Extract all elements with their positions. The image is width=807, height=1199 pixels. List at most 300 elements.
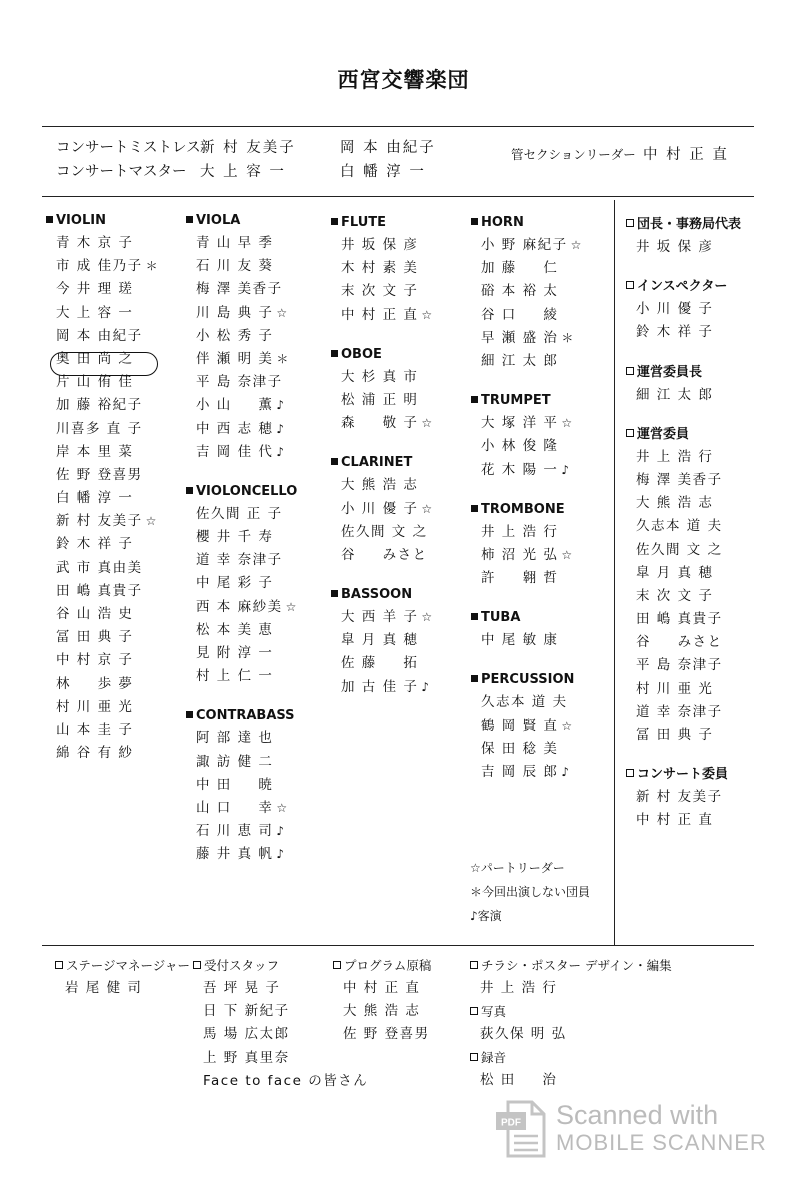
- member-name: 佐久間 正 子: [196, 505, 283, 522]
- section-title: VIOLONCELLO: [196, 483, 298, 499]
- member-row: [46, 649, 186, 672]
- section: [626, 362, 776, 407]
- member-mark: ♪: [276, 824, 285, 839]
- member-name: 中 村 正 直: [636, 812, 714, 829]
- checkbox-icon: [626, 281, 634, 289]
- member-row: [626, 446, 776, 469]
- member-row: [186, 549, 326, 572]
- section: [471, 607, 611, 652]
- member-name: 新 村 友美子: [636, 789, 723, 806]
- staff-title: 録音: [481, 1050, 507, 1065]
- member-row: [331, 280, 471, 303]
- member-name: 花 木 陽 一: [481, 461, 559, 478]
- section-heading: [471, 212, 611, 234]
- handwritten-circle: [50, 352, 158, 376]
- member-name: 村 川 亜 光: [636, 680, 714, 697]
- staff-member: 荻久保 明 弘: [480, 1026, 567, 1042]
- member-name: 皐 月 真 穂: [636, 564, 714, 581]
- member-row: [186, 348, 326, 371]
- member-name: 佐久間 文 之: [636, 541, 723, 558]
- member-row: [471, 629, 611, 652]
- member-name: 今 井 理 瑳: [56, 281, 134, 298]
- staff-title: プログラム原稿: [344, 958, 432, 973]
- section-heading: [626, 764, 776, 786]
- staff-title: 受付スタッフ: [204, 958, 280, 973]
- member-name: 佐久間 文 之: [341, 523, 428, 540]
- section-title: CONTRABASS: [196, 708, 295, 724]
- member-name: 大 塚 洋 平: [481, 415, 559, 432]
- member-row: [46, 487, 186, 510]
- member-row: [471, 327, 611, 350]
- member-name: 佐 野 登喜男: [56, 466, 143, 483]
- member-name: 谷 みさと: [341, 546, 428, 563]
- member-name: 吉 岡 佳 代: [196, 443, 274, 460]
- staff-member: 中 村 正 直: [343, 980, 421, 996]
- member-mark: ☆: [421, 416, 433, 431]
- member-name: 見 附 淳 一: [196, 645, 274, 661]
- member-name: 白 幡 淳 一: [56, 490, 134, 507]
- member-row: [46, 742, 186, 765]
- member-name: 市 成 佳乃子: [56, 258, 143, 275]
- column-divider: [614, 200, 615, 945]
- master-name-2: 白 幡 淳 一: [340, 164, 426, 180]
- member-name: 久志本 道 夫: [481, 694, 568, 711]
- column-strings-1: [46, 210, 186, 782]
- member-name: 田 嶋 真貴子: [636, 611, 723, 628]
- member-row: [186, 255, 326, 278]
- member-name: 村 川 亜 光: [56, 698, 134, 715]
- member-name: 許 翱 哲: [481, 570, 559, 587]
- member-name: 大 西 羊 子: [341, 609, 419, 626]
- member-row: [186, 751, 326, 774]
- member-row: [471, 459, 611, 482]
- member-row: [471, 761, 611, 784]
- member-row: [186, 642, 326, 665]
- member-row: [331, 629, 471, 652]
- member-mark: ♪: [561, 462, 570, 477]
- section-heading: [331, 452, 471, 474]
- member-row: [471, 234, 611, 257]
- member-row: [186, 619, 326, 642]
- section-heading: [186, 705, 326, 727]
- member-name: 末 次 文 子: [341, 283, 419, 300]
- member-row: [186, 418, 326, 441]
- section-title: TUBA: [481, 610, 521, 626]
- member-row: [331, 304, 471, 327]
- staff-member: 大 熊 浩 志: [343, 1003, 421, 1020]
- member-name: 平 島 奈津子: [636, 657, 723, 674]
- member-row: [186, 325, 326, 348]
- column-strings-2: [186, 210, 326, 884]
- member-row: [471, 691, 611, 714]
- member-row: [331, 521, 471, 544]
- member-row: [626, 654, 776, 677]
- section: [331, 584, 471, 699]
- member-name: 松 本 美 恵: [196, 621, 274, 638]
- section-title: 運営委員長: [637, 364, 703, 380]
- member-name: 細 江 太 郎: [481, 352, 559, 369]
- staff-member: Face to face の皆さん: [203, 1072, 369, 1089]
- section-title: BASSOON: [341, 587, 413, 603]
- member-mark: ☆: [276, 800, 288, 815]
- member-row: [471, 304, 611, 327]
- member-name: 新 村 友美子: [56, 513, 143, 530]
- member-name: 中 西 志 穂: [196, 420, 274, 437]
- mistress-label: コンサートミストレス: [56, 140, 201, 156]
- bottom-rule: [42, 945, 754, 946]
- member-name: 中 村 京 子: [56, 652, 134, 669]
- section-heading: [471, 499, 611, 521]
- member-row: [471, 435, 611, 458]
- page-title: 西宮交響楽団: [337, 68, 470, 92]
- legend-part-leader: ☆パートリーダー: [470, 861, 565, 875]
- section-title: インスペクター: [637, 279, 728, 295]
- section-heading: [471, 607, 611, 629]
- member-mark: ☆: [421, 501, 433, 516]
- member-name: 岡 本 由紀子: [56, 327, 143, 344]
- staff-program: [333, 955, 431, 1047]
- staff-title: 写真: [481, 1004, 507, 1019]
- member-name: 綿 谷 有 紗: [56, 745, 134, 762]
- member-name: 青 木 京 子: [56, 235, 134, 251]
- member-row: [46, 603, 186, 626]
- member-name: 小 川 優 子: [341, 500, 419, 517]
- member-row: [186, 441, 326, 464]
- member-name: 井 坂 保 彦: [636, 239, 714, 255]
- member-name: 小 野 麻紀子: [481, 237, 568, 253]
- member-name: 村 上 仁 一: [196, 668, 274, 685]
- staff-heading: [470, 1001, 567, 1023]
- member-row: [186, 572, 326, 595]
- member-row: [626, 809, 776, 832]
- member-row: [626, 298, 776, 321]
- member-row: [46, 533, 186, 556]
- column-committee: [626, 214, 776, 850]
- member-mark: ☆: [561, 718, 573, 733]
- member-name: 森 敬 子: [341, 415, 419, 432]
- staff-member: 日 下 新紀子: [203, 1003, 290, 1020]
- staff-recording: [470, 1047, 557, 1092]
- bullet-square-icon: [471, 505, 478, 512]
- staff-member: 吾 坪 晃 子: [203, 980, 281, 996]
- member-name: 道 幸 奈津子: [636, 703, 723, 720]
- member-row: [331, 234, 471, 257]
- member-name: 山 口 幸: [196, 799, 274, 816]
- section-title: VIOLIN: [56, 213, 106, 228]
- member-row: [46, 719, 186, 742]
- section-title: VIOLA: [196, 213, 241, 228]
- staff-title: ステージマネージャー: [66, 958, 191, 973]
- member-row: [46, 418, 186, 441]
- member-name: 柿 沼 光 弘: [481, 546, 559, 563]
- checkbox-icon: [626, 429, 634, 437]
- member-row: [471, 715, 611, 738]
- member-row: [626, 515, 776, 538]
- member-mark: ♪: [276, 398, 285, 413]
- staff-heading: [333, 955, 431, 977]
- section: [626, 214, 776, 259]
- member-name: 鶴 岡 賢 直: [481, 717, 559, 734]
- checkbox-icon: [333, 961, 341, 969]
- checkbox-icon: [470, 1053, 478, 1061]
- member-row: [626, 539, 776, 562]
- checkbox-icon: [193, 961, 201, 969]
- section-heading: [626, 424, 776, 446]
- top-rule: [42, 126, 754, 127]
- staff-flyer-design: [470, 955, 672, 1000]
- member-mark: ☆: [276, 305, 288, 320]
- member-name: 鈴 木 祥 子: [56, 536, 134, 553]
- bullet-square-icon: [331, 218, 338, 225]
- member-row: [626, 562, 776, 585]
- member-row: [46, 464, 186, 487]
- bullet-square-icon: [471, 675, 478, 682]
- member-row: [46, 696, 186, 719]
- legend-guest: ♪客演: [470, 909, 502, 923]
- section-title: コンサート委員: [637, 767, 729, 783]
- member-mark: ☆: [145, 514, 157, 529]
- section-title: FLUTE: [341, 215, 387, 230]
- member-name: 細 江 太 郎: [636, 386, 714, 403]
- bullet-square-icon: [46, 216, 53, 223]
- member-mark: ☆: [421, 307, 433, 322]
- member-name: 諏 訪 健 二: [196, 753, 274, 770]
- member-name: 加 藤 裕紀子: [56, 397, 143, 414]
- member-row: [626, 786, 776, 809]
- member-row: [46, 302, 186, 325]
- checkbox-icon: [626, 769, 634, 777]
- member-row: [46, 394, 186, 417]
- member-name: 櫻 井 千 寿: [196, 529, 274, 546]
- staff-member: 馬 場 広太郎: [203, 1026, 290, 1043]
- section-title: 運営委員: [637, 426, 690, 442]
- member-name: 大 上 容 一: [56, 304, 134, 321]
- member-row: [331, 389, 471, 412]
- member-mark: ＊: [276, 351, 289, 366]
- legend: [470, 856, 590, 928]
- member-name: 林 歩 夢: [56, 675, 134, 692]
- member-name: 中 尾 敏 康: [481, 632, 559, 649]
- member-row: [186, 596, 326, 619]
- member-name: 奥 田 尚 之: [56, 350, 134, 367]
- staff-member: 佐 野 登喜男: [343, 1026, 430, 1043]
- member-row: [331, 474, 471, 497]
- member-row: [46, 557, 186, 580]
- section-heading: [331, 584, 471, 606]
- member-row: [46, 441, 186, 464]
- member-row: [186, 665, 326, 688]
- member-name: 加 古 佳 子: [341, 678, 419, 695]
- member-row: [331, 498, 471, 521]
- checkbox-icon: [470, 961, 478, 969]
- member-row: [331, 257, 471, 280]
- section: [626, 276, 776, 344]
- section: [331, 212, 471, 327]
- section: [471, 212, 611, 373]
- member-name: 中 田 暁: [196, 776, 274, 793]
- section: [331, 452, 471, 567]
- member-row: [331, 544, 471, 567]
- member-name: 道 幸 奈津子: [196, 552, 283, 569]
- bullet-square-icon: [186, 711, 193, 718]
- section: [186, 210, 326, 464]
- member-row: [46, 673, 186, 696]
- member-name: 梅 澤 美香子: [636, 471, 723, 488]
- member-name: 井 坂 保 彦: [341, 237, 419, 253]
- mistress-name-1: 新 村 友美子: [200, 140, 296, 156]
- section: [471, 390, 611, 482]
- member-name: 川 島 典 子: [196, 304, 274, 321]
- member-row: [186, 232, 326, 255]
- member-name: 加 藤 仁: [481, 260, 559, 277]
- member-name: 皐 月 真 穂: [341, 632, 419, 649]
- bullet-square-icon: [331, 590, 338, 597]
- legend-absent: ＊今回出演しない団員: [470, 885, 591, 899]
- staff-member: 松 田 治: [480, 1072, 558, 1088]
- member-mark: ♪: [276, 444, 285, 459]
- member-name: 大 熊 浩 志: [636, 495, 714, 512]
- column-brass-percussion: [471, 212, 611, 801]
- member-mark: ☆: [570, 238, 582, 252]
- member-name: 武 市 真由美: [56, 559, 143, 576]
- member-name: 山 本 圭 子: [56, 721, 134, 738]
- member-row: [186, 797, 326, 820]
- member-name: 木 村 素 美: [341, 260, 419, 277]
- member-name: 谷 みさと: [636, 634, 723, 651]
- member-mark: ♪: [561, 765, 570, 779]
- section-title: TRUMPET: [481, 393, 551, 409]
- member-row: [471, 738, 611, 761]
- watermark-line-2: MOBILE SCANNER: [556, 1130, 767, 1155]
- member-name: 石 川 恵 司: [196, 823, 274, 840]
- member-mark: ♪: [421, 679, 430, 694]
- brass-leader-name: 中 村 正 直: [643, 147, 729, 163]
- column-woodwinds: [331, 212, 471, 716]
- member-name: 川喜多 直 子: [56, 420, 143, 437]
- section-heading: [186, 210, 326, 232]
- member-name: 小 林 俊 隆: [481, 438, 559, 455]
- member-row: [471, 567, 611, 590]
- member-row: [46, 278, 186, 301]
- member-name: 冨 田 典 子: [636, 727, 714, 743]
- member-name: 小 川 優 子: [636, 301, 714, 318]
- section-heading: [471, 390, 611, 412]
- staff-member: 岩 尾 健 司: [65, 980, 143, 996]
- section-heading: [626, 362, 776, 384]
- member-name: 吉 岡 辰 郎: [481, 764, 559, 780]
- scanner-watermark: [494, 1098, 794, 1162]
- bullet-square-icon: [186, 487, 193, 494]
- section-title: HORN: [481, 215, 524, 230]
- section: [626, 424, 776, 747]
- member-name: 大 熊 浩 志: [341, 477, 419, 494]
- staff-heading: [470, 1047, 557, 1069]
- member-name: 冨 田 典 子: [56, 629, 134, 646]
- member-name: 藤 井 真 帆: [196, 846, 274, 863]
- member-row: [186, 774, 326, 797]
- member-row: [626, 631, 776, 654]
- member-row: [186, 302, 326, 325]
- member-name: 梅 澤 美香子: [196, 281, 283, 298]
- section-heading: [331, 344, 471, 366]
- member-name: 鈴 木 祥 子: [636, 324, 714, 341]
- section: [331, 344, 471, 436]
- section-heading: [331, 212, 471, 234]
- bullet-square-icon: [331, 350, 338, 357]
- member-name: 小 山 薫: [196, 397, 274, 414]
- mistress-name-2: 岡 本 由紀子: [340, 140, 436, 156]
- member-name: 岸 本 里 菜: [56, 443, 134, 460]
- member-row: [46, 510, 186, 533]
- checkbox-icon: [626, 219, 634, 227]
- member-row: [626, 701, 776, 724]
- member-name: 中 尾 彩 子: [196, 575, 274, 592]
- member-name: 末 次 文 子: [636, 587, 714, 604]
- section-title: PERCUSSION: [481, 672, 575, 688]
- member-row: [471, 544, 611, 567]
- section-heading: [186, 481, 326, 503]
- member-row: [186, 820, 326, 843]
- section: [471, 669, 611, 784]
- member-name: 中 村 正 直: [341, 306, 419, 323]
- member-name: 青 山 早 季: [196, 235, 274, 251]
- section: [186, 481, 326, 689]
- watermark-line-1: Scanned with: [556, 1100, 719, 1130]
- bullet-square-icon: [331, 458, 338, 465]
- member-mark: ♪: [276, 847, 285, 862]
- member-name: 小 松 秀 子: [196, 327, 274, 344]
- member-name: 大 杉 真 市: [341, 368, 419, 385]
- member-name: 谷 山 浩 史: [56, 606, 134, 622]
- member-name: 硲 本 裕 太: [481, 283, 559, 300]
- master-label: コンサートマスター: [56, 164, 187, 180]
- member-row: [186, 371, 326, 394]
- member-name: 井 上 浩 行: [636, 448, 714, 465]
- member-name: 谷 口 綾: [481, 306, 559, 323]
- section-title: OBOE: [341, 346, 382, 362]
- bullet-square-icon: [471, 218, 478, 225]
- pdf-icon-label: PDF: [501, 1117, 521, 1129]
- member-name: 阿 部 達 也: [196, 730, 274, 747]
- member-name: 平 島 奈津子: [196, 374, 283, 391]
- member-name: 松 浦 正 明: [341, 391, 419, 408]
- staff-photo: [470, 1001, 567, 1046]
- section-title: TROMBONE: [481, 501, 565, 517]
- member-mark: ＊: [561, 330, 574, 345]
- member-row: [626, 678, 776, 701]
- member-row: [46, 580, 186, 603]
- member-row: [471, 350, 611, 373]
- member-mark: ♪: [276, 421, 285, 436]
- member-name: 久志本 道 夫: [636, 518, 723, 535]
- member-name: 片 山 侑 佳: [56, 374, 134, 391]
- member-row: [626, 724, 776, 747]
- checkbox-icon: [470, 1007, 478, 1015]
- member-row: [186, 394, 326, 417]
- staff-stage-manager: [55, 955, 190, 1000]
- member-mark: ＊: [145, 259, 158, 274]
- member-name: 伴 瀬 明 美: [196, 350, 274, 367]
- master-name-1: 大 上 容 一: [200, 164, 286, 180]
- staff-member: 井 上 浩 行: [480, 980, 558, 996]
- member-row: [471, 280, 611, 303]
- member-row: [331, 412, 471, 435]
- section-heading: [471, 669, 611, 691]
- section: [186, 705, 326, 866]
- member-row: [186, 503, 326, 526]
- member-row: [471, 521, 611, 544]
- member-name: 石 川 友 葵: [196, 258, 274, 275]
